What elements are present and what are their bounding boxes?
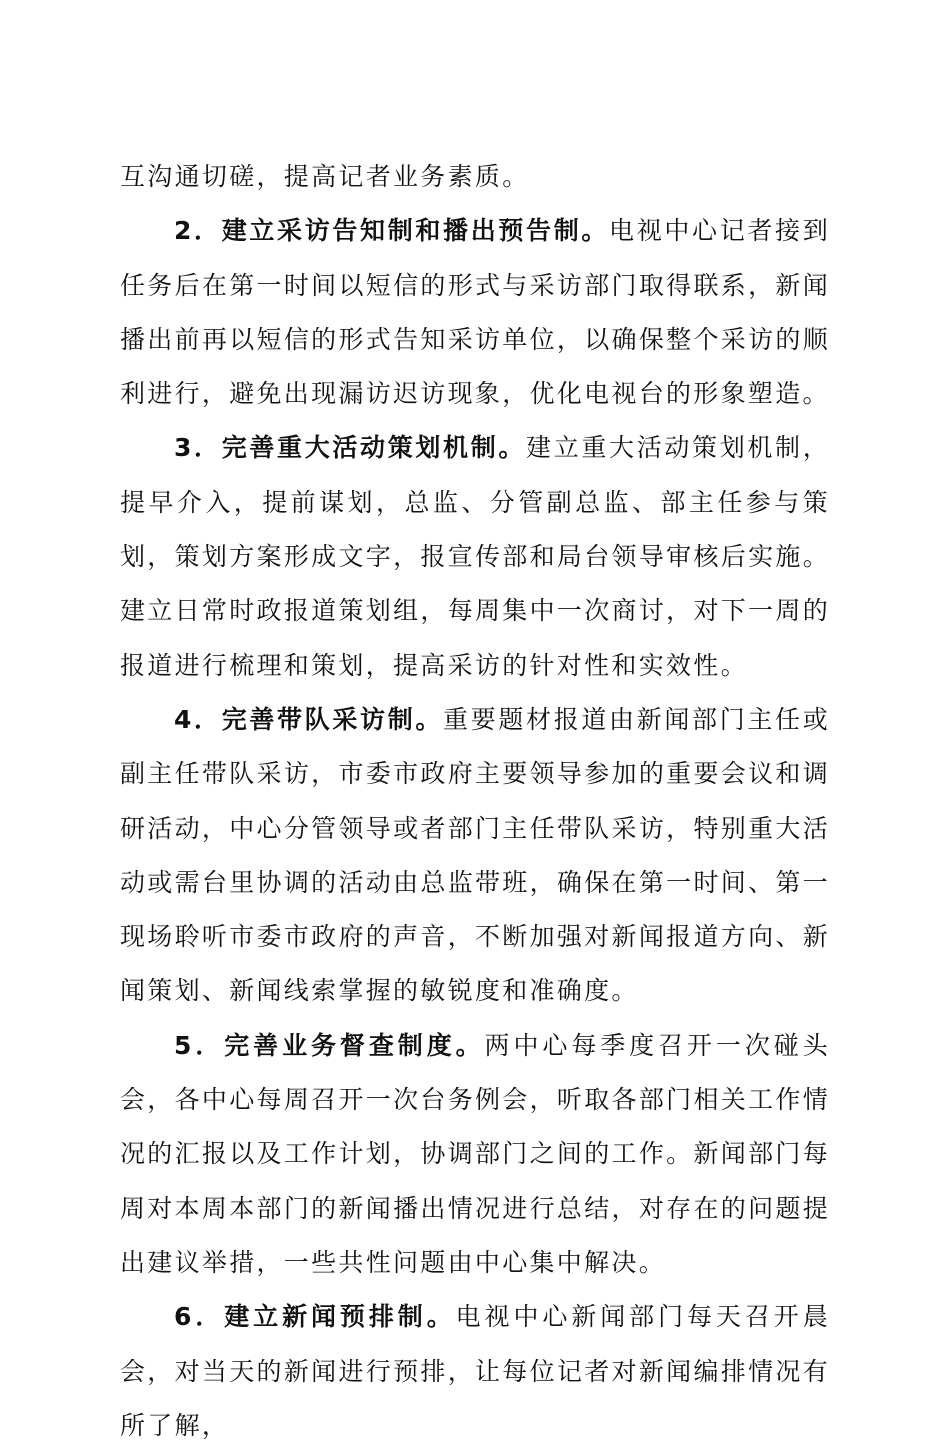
- section-body: 建立重大活动策划机制，提早介入，提前谋划，总监、分管副总监、部主任参与策划，策划方案形成文字，报宣传部和局台领导审核后实施。建立日常时政报道策划组，每周集中一次商讨，对下一周的报道进行梳理和策划，提高采访的针对性和实效性。: [120, 433, 830, 680]
- section-heading: 6．建立新闻预排制。: [174, 1302, 456, 1332]
- section-body: 两中心每季度召开一次碰头会，各中心每周召开一次台务例会，听取各部门相关工作情况的汇报以及工作计划，协调部门之间的工作。新闻部门每周对本周本部门的新闻播出情况进行总结，对存在的问题提出建议举措，一些共性问题由中心集中解决。: [120, 1030, 830, 1277]
- section-body: 电视中心记者接到任务后在第一时间以短信的形式与采访部门取得联系，新闻播出前再以短信的形式告知采访单位，以确保整个采访的顺利进行，避免出现漏访迟访现象，优化电视台的形象塑造。: [120, 216, 831, 409]
- section-paragraph-3: [120, 421, 830, 692]
- continuation-text: 互沟通切磋，提高记者业务素质。: [120, 162, 530, 191]
- section-paragraph-4: [120, 693, 830, 1019]
- section-paragraph-6: [120, 1290, 830, 1453]
- section-heading: 4．完善带队采访制。: [174, 704, 444, 734]
- section-body: 电视中心新闻部门每天召开晨会，对当天的新闻进行预排，让每位记者对新闻编排情况有所了解，: [120, 1302, 830, 1440]
- section-heading: 2．建立采访告知制和播出预告制。: [174, 216, 610, 246]
- section-heading: 3．完善重大活动策划机制。: [174, 433, 527, 463]
- continuation-paragraph: [120, 150, 830, 204]
- section-body: 重要题材报道由新闻部门主任或副主任带队采访，市委市政府主要领导参加的重要会议和调研活动，中心分管领导或者部门主任带队采访，特别重大活动或需台里协调的活动由总监带班，确保在第一时间、第一现场聆听市委市政府的声音，不断加强对新闻报道方向、新闻策划、新闻线索掌握的敏锐度和准确度。: [120, 704, 830, 1006]
- section-paragraph-2: [120, 204, 830, 421]
- section-heading: 5．完善业务督查制度。: [174, 1030, 485, 1060]
- section-paragraph-5: [120, 1019, 830, 1290]
- document-body: [120, 150, 830, 1453]
